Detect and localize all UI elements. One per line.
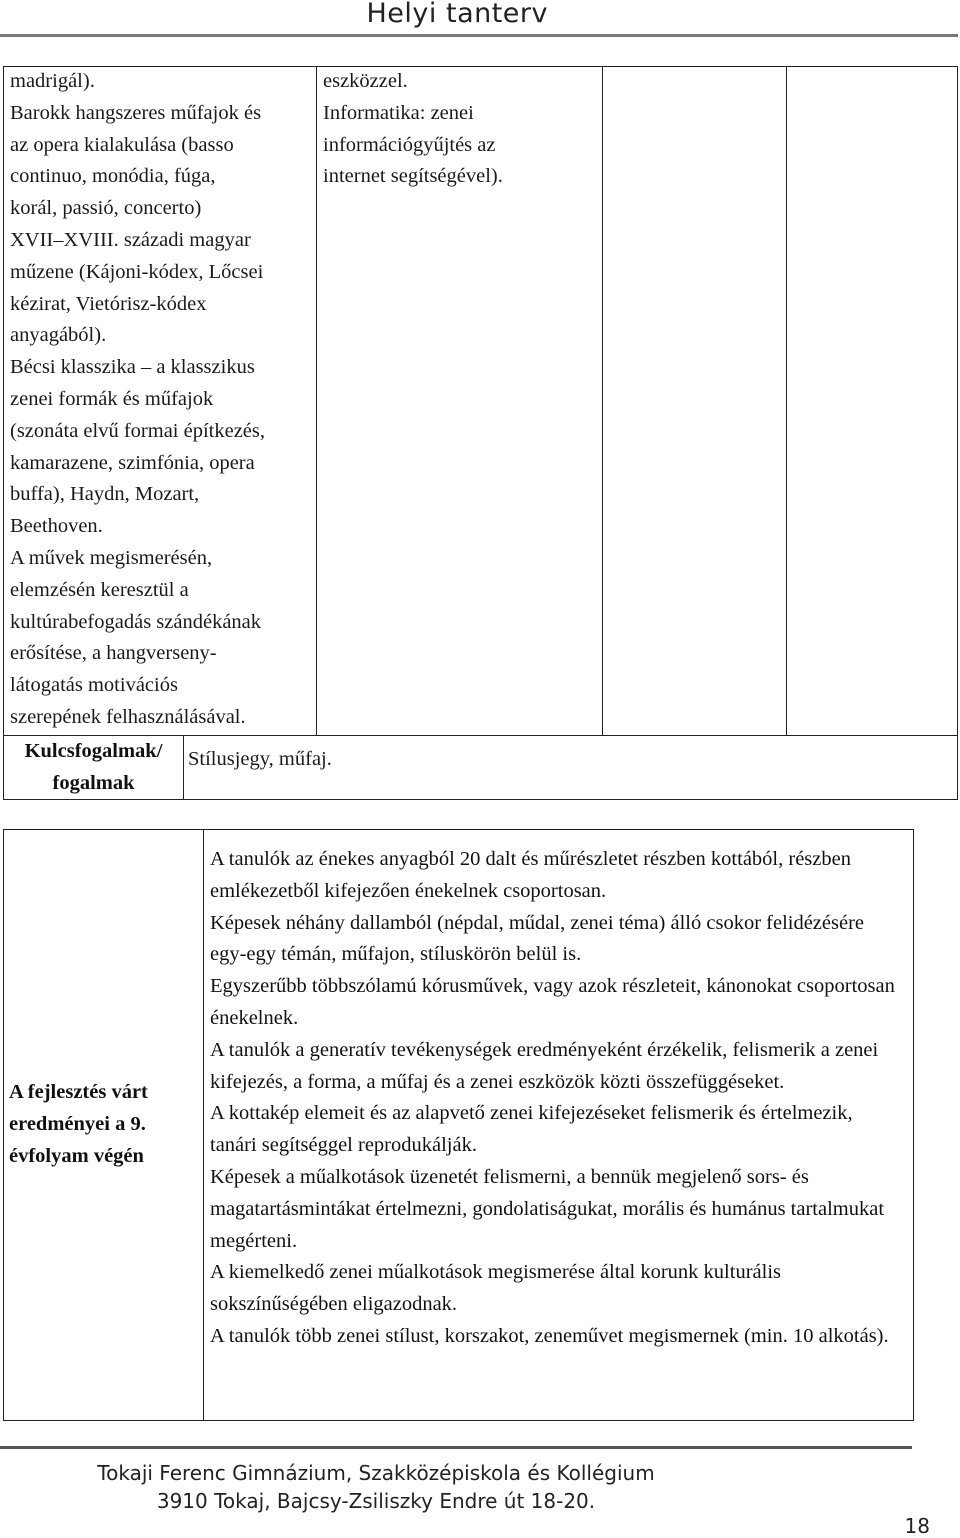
keyconcepts-label: Kulcsfogalmak/ fogalmak [24, 740, 163, 794]
result-item: A tanulók a generatív tevékenységek eredményeként érzékelik, felismerik a zenei kifejezés, a forma, a műfaj és a zenei eszközök közti összefüggéseket. [210, 1038, 879, 1093]
results-column-divider [203, 830, 204, 1420]
expected-results-list [210, 844, 900, 1353]
document-header-title: Helyi tanterv [366, 0, 548, 29]
footer-school-name: Tokaji Ferenc Gimnázium, Szakközépiskola és Kollégium [97, 1461, 655, 1485]
content-cell: madrigál). Barokk hangszeres műfajok és az opera kialakulása (basso continuo, monódia, fúga, korál, passió, concerto) XVII–XVIII. századi magyar műzene (Kájoni-kódex, Lőcsei kézirat, Vietórisz-kódex anyagából). Bécsi klasszika – a klasszikus zenei formák és műfajok (szonáta elvű formai építkezés, kamarazene, szimfónia, opera buffa), Haydn, Mozart, Beethoven. A művek megismerésén, elemzésén keresztül a kultúrabefogadás szándékának erősítése, a hangverseny- látogatás motivációs szerepének felhasználásával. [10, 70, 265, 728]
keyconcepts-divider [183, 735, 184, 800]
result-item: A kottakép elemeit és az alapvető zenei kifejezéseket felismerik és értelmezik, tanári segítséggel reprodukálják. [210, 1102, 853, 1157]
result-item: A kiemelkedő zenei műalkotások megismerése által korunk kulturális sokszínűségében eligazodnak. [210, 1261, 781, 1316]
header-divider [0, 34, 958, 37]
expected-results-label: A fejlesztés várt eredményei a 9. évfolyam végén [9, 1081, 148, 1167]
page-number: 18 [904, 1514, 930, 1538]
result-item: Képesek a műalkotások üzenetét felismerni, a bennük megjelenő sors- és magatartásmintákat értelmezni, gondolatiságukat, morális és humánus tartalmukat megérteni. [210, 1165, 885, 1252]
result-item: A tanulók az énekes anyagból 20 dalt és műrészletet részben kottából, részben emlékezetből kifejezően énekelnek csoportosan. [210, 848, 851, 902]
column-divider-3 [786, 67, 787, 735]
connections-cell: eszközzel. Informatika: zenei információgyűjtés az internet segítségével). [323, 70, 503, 188]
expected-results-table [3, 829, 914, 1421]
result-item: Képesek néhány dallamból (népdal, műdal, zenei téma) álló csokor felidézésére egy-egy témán, műfajon, stíluskörön belül is. [210, 911, 865, 966]
keyconcepts-value: Stílusjegy, műfaj. [188, 748, 332, 770]
column-divider-2 [602, 67, 603, 735]
curriculum-table-continuation [3, 66, 958, 800]
column-divider-1 [316, 67, 317, 735]
result-item: A tanulók több zenei stílust, korszakot, zeneművet megismernek (min. 10 alkotás). [210, 1324, 889, 1347]
footer-address: 3910 Tokaj, Bajcsy-Zsiliszky Endre út 18-20. [156, 1489, 596, 1513]
footer-divider [0, 1446, 912, 1449]
result-item: Egyszerűbb többszólamú kórusművek, vagy azok részleteit, kánonokat csoportosan énekelnek. [210, 975, 895, 1029]
